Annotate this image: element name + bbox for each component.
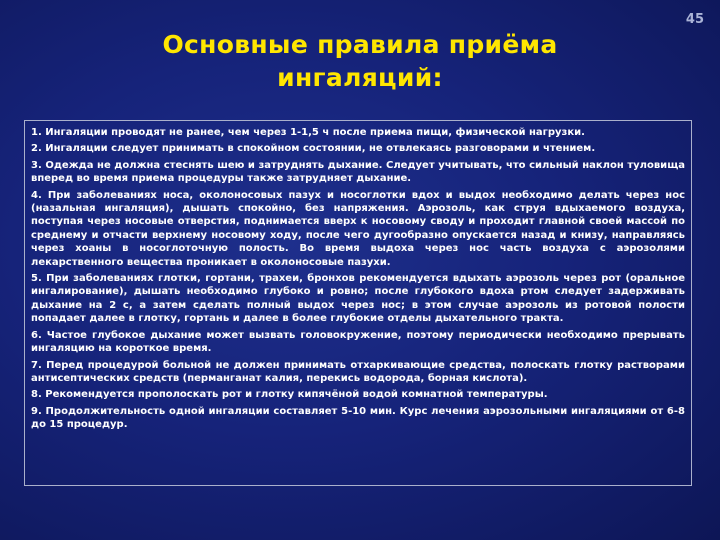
rule-item-6: 6. Частое глубокое дыхание может вызвать головокружение, поэтому периодически необходимо прерывать ингаляцию на короткое время.: [31, 329, 685, 355]
slide-title: [0, 28, 720, 94]
rule-item-9: 9. Продолжительность одной ингаляции составляет 5-10 мин. Курс лечения аэрозольными ингаляциями от 6-8 до 15 процедур.: [31, 405, 685, 431]
rule-item-1: 1. Ингаляции проводят не ранее, чем через 1-1,5 ч после приема пищи, физической нагрузки.: [31, 127, 585, 138]
slide-number: 45: [685, 12, 704, 27]
rule-item-8: 8. Рекомендуется прополоскать рот и глотку кипячёной водой комнатной температуры.: [31, 389, 548, 401]
rule-item-7: 7. Перед процедурой больной не должен принимать отхаркивающие средства, полоскать глотку растворами антисептических средств (перманганат калия, перекись водорода, борная кислота).: [31, 359, 685, 384]
rule-item-2: 2. Ингаляции следует принимать в спокойном состоянии, не отвлекаясь разговорами и чтением.: [31, 143, 596, 155]
slide-title-line-1: Основные правила приёма: [162, 30, 558, 59]
rule-item-3: 3. Одежда не должна стеснять шею и затруднять дыхание. Следует учитывать, что сильный наклон туловища вперед во время приема процедуры также затрудняет дыхание.: [31, 159, 685, 185]
rules-box: [24, 120, 692, 486]
rule-item-4: 4. При заболеваниях носа, околоносовых пазух и носоглотки вдох и выдох необходимо делать через нос (назальная ингаляция), дышать спокойно, без напряжения. Аэрозоль, как струя вдыхаемого воздуха, поступая через носовые отверстия, поднимается вверх к носовому своду и проходит главной своей массой по среднему и отчасти верхнему носовому ходу, после чего дугообразно опускается назад и книзу, направляясь через хоаны в носоглоточную полость. Во время выдоха через нос часть воздуха с аэрозолями лекарственного вещества проникает в околоносовые пазухи.: [31, 189, 685, 268]
slide-title-line-2: ингаляций:: [277, 63, 443, 92]
rule-item-5: 5. При заболеваниях глотки, гортани, трахеи, бронхов рекомендуется вдыхать аэрозоль через рот (оральное ингалирование), дышать необходимо глубоко и ровно; после глубокого вдоха ртом следует задерживать дыхание на 2 с, а затем сделать полный выдох через нос; в этом случае аэрозоль из ротовой полости попадает далее в глотку, гортань и далее в более глубокие отделы дыхательного тракта.: [31, 273, 685, 325]
